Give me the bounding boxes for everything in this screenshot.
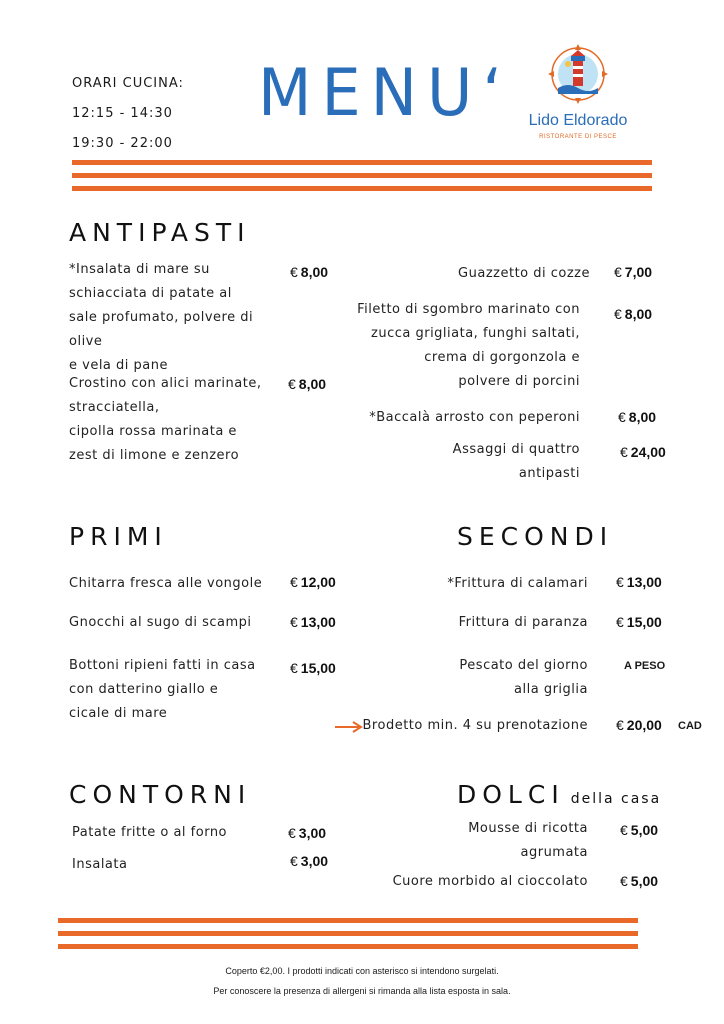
menu-item-patate: Patate fritte o al forno [72, 825, 228, 840]
menu-item-bottoni: Bottoni ripieni fatti in casa con datterino giallo e cicale di mare [69, 658, 256, 721]
bottom-stripe [58, 918, 638, 923]
section-title-primi: PRIMI [69, 522, 168, 551]
footer-note-allergens: Per conoscere la presenza di allergeni si rimanda alla lista esposta in sala. [213, 986, 511, 996]
footer-note-cover: Coperto €2,00. I prodotti indicati con asterisco si intendono surgelati. [225, 966, 499, 976]
top-stripe [72, 173, 652, 178]
menu-item-crostino: Crostino con alici marinate, stracciatella, cipolla rossa marinata e zest di limone e zenzero [69, 376, 262, 463]
item-price: € 13,00 [290, 614, 336, 630]
item-price: € 8,00 [614, 306, 653, 322]
kitchen-hours-dinner: 19:30 - 22:00 [72, 136, 173, 151]
item-price: € 8,00 [288, 376, 327, 392]
menu-item-assaggi: Assaggi di quattro antipasti [452, 442, 580, 481]
menu-item-guazzetto: Guazzetto di cozze [458, 266, 590, 281]
kitchen-hours-title: ORARI CUCINA: [72, 76, 184, 91]
brand-subtitle: RISTORANTE DI PESCE [539, 134, 617, 140]
lighthouse-icon [516, 40, 640, 112]
item-price: € 20,00 [616, 717, 662, 733]
menu-item-frittura-calamari: *Frittura di calamari [447, 576, 588, 591]
section-title-antipasti: ANTIPASTI [69, 218, 251, 247]
item-price: € 5,00 [620, 822, 659, 838]
item-price-suffix: CAD [678, 720, 702, 732]
top-stripe [72, 186, 652, 191]
section-title-contorni: CONTORNI [69, 780, 252, 809]
menu-item-insalata-di-mare: *Insalata di mare su schiacciata di patate al sale profumato, polvere di olive e vela di pane [69, 262, 254, 373]
menu-item-cuore-morbido: Cuore morbido al cioccolato [392, 874, 588, 889]
menu-item-chitarra: Chitarra fresca alle vongole [69, 576, 263, 591]
item-price: € 15,00 [616, 614, 662, 630]
menu-item-frittura-paranza: Frittura di paranza [458, 615, 588, 630]
menu-item-brodetto: Brodetto min. 4 su prenotazione [362, 718, 588, 733]
item-price: € 13,00 [616, 574, 662, 590]
item-price: € 24,00 [620, 444, 666, 460]
item-price-by-weight: A PESO [624, 660, 666, 672]
kitchen-hours-lunch: 12:15 - 14:30 [72, 106, 173, 121]
section-title-secondi: SECONDI [457, 522, 614, 551]
brand-name: Lido Eldorado [528, 112, 628, 129]
item-price: € 8,00 [290, 264, 329, 280]
item-price: € 12,00 [290, 574, 336, 590]
menu-item-pescato: Pescato del giorno alla griglia [459, 658, 588, 697]
item-price: € 7,00 [614, 264, 653, 280]
section-title-dolci: DOLCI della casa [457, 780, 662, 809]
page-title: MENU‘ [258, 54, 513, 131]
menu-item-mousse: Mousse di ricotta agrumata [468, 821, 588, 860]
menu-item-gnocchi: Gnocchi al sugo di scampi [69, 615, 252, 630]
bottom-stripe [58, 944, 638, 949]
item-price: € 3,00 [288, 825, 327, 841]
item-price: € 3,00 [290, 853, 329, 869]
bottom-stripe [58, 931, 638, 936]
menu-item-baccala: *Baccalà arrosto con peperoni [369, 410, 580, 425]
top-stripe [72, 160, 652, 165]
item-price: € 8,00 [618, 409, 657, 425]
menu-item-filetto-sgombro: Filetto di sgombro marinato con zucca grigliata, funghi saltati, crema di gorgonzola e polvere di porcini [357, 302, 580, 389]
item-price: € 15,00 [290, 660, 336, 676]
menu-item-insalata: Insalata [72, 857, 128, 872]
item-price: € 5,00 [620, 873, 659, 889]
brand-logo [516, 40, 646, 145]
